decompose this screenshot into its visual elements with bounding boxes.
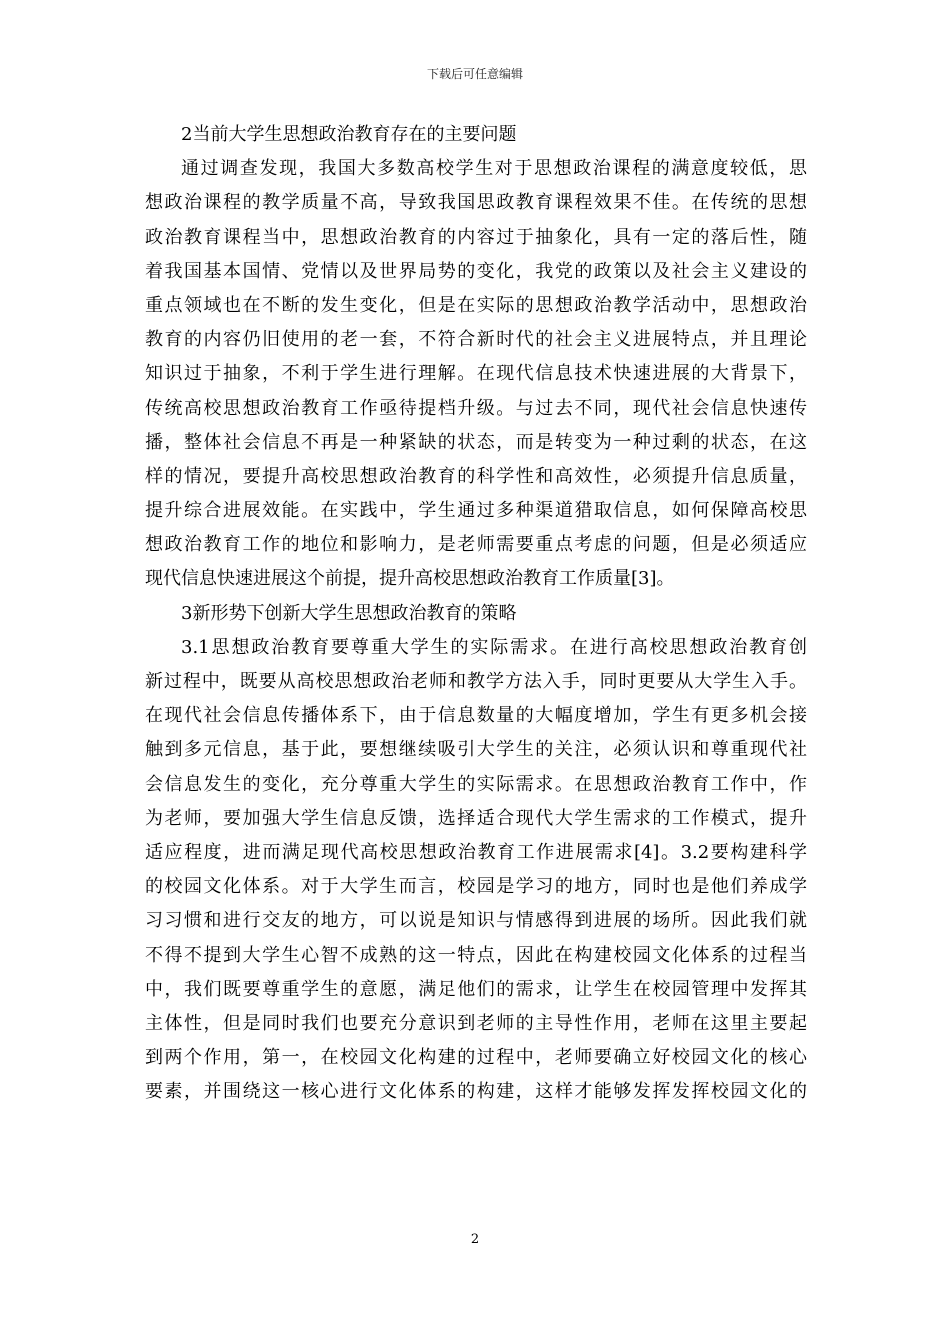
section-2-heading: 2当前大学生思想政治教育存在的主要问题 bbox=[181, 124, 517, 145]
section-3-paragraph bbox=[145, 631, 807, 1110]
paragraph-line: 在现代社会信息传播体系下，由于信息数量的大幅度增加，学生有更多机会接 bbox=[145, 705, 807, 727]
paragraph-line: 想政治教育工作的地位和影响力，是老师需要重点考虑的问题，但是必须适应 bbox=[145, 534, 807, 556]
paragraph-line: 会信息发生的变化，充分尊重大学生的实际需求。在思想政治教育工作中，作 bbox=[145, 773, 807, 795]
paragraph-line: 习习惯和进行交友的地方，可以说是知识与情感得到进展的场所。因此我们就 bbox=[145, 910, 807, 932]
paragraph-line: 想政治课程的教学质量不高，导致我国思政教育课程效果不佳。在传统的思想 bbox=[145, 192, 807, 214]
paragraph-line: 要素，并围绕这一核心进行文化体系的构建，这样才能够发挥发挥校园文化的 bbox=[145, 1081, 807, 1103]
paragraph-line: 政治教育课程当中，思想政治教育的内容过于抽象化，具有一定的落后性，随 bbox=[145, 226, 807, 248]
paragraph-line: 中，我们既要尊重学生的意愿，满足他们的需求，让学生在校园管理中发挥其 bbox=[145, 978, 807, 1000]
paragraph-line: 样的情况，要提升高校思想政治教育的科学性和高效性，必须提升信息质量， bbox=[145, 465, 807, 487]
paragraph-line: 3.1思想政治教育要尊重大学生的实际需求。在进行高校思想政治教育创 bbox=[181, 636, 807, 658]
paragraph-line: 教育的内容仍旧使用的老一套，不符合新时代的社会主义进展特点，并且理论 bbox=[145, 329, 807, 351]
page-number: 2 bbox=[470, 1232, 480, 1247]
paragraph-line: 重点领域也在不断的发生变化，但是在实际的思想政治教学活动中，思想政治 bbox=[145, 294, 807, 316]
paragraph-line: 知识过于抽象，不利于学生进行理解。在现代信息技术快速进展的大背景下， bbox=[145, 363, 807, 385]
paragraph-line: 不得不提到大学生心智不成熟的这一特点，因此在构建校园文化体系的过程当 bbox=[145, 944, 807, 966]
page-header: 下载后可任意编辑 bbox=[426, 67, 523, 81]
paragraph-line: 提升综合进展效能。在实践中，学生通过多种渠道猎取信息，如何保障高校思 bbox=[145, 500, 807, 522]
section-3-heading: 3新形势下创新大学生思想政治教育的策略 bbox=[181, 602, 517, 624]
paragraph-line: 新过程中，既要从高校思想政治老师和教学方法入手，同时更要从大学生入手。 bbox=[145, 671, 807, 692]
paragraph-line: 的校园文化体系。对于大学生而言，校园是学习的地方，同时也是他们养成学 bbox=[145, 876, 807, 898]
paragraph-line: 着我国基本国情、党情以及世界局势的变化，我党的政策以及社会主义建设的 bbox=[145, 260, 807, 282]
paragraph-line: 触到多元信息，基于此，要想继续吸引大学生的关注，必须认识和尊重现代社 bbox=[145, 739, 807, 761]
paragraph-line: 主体性，但是同时我们也要充分意识到老师的主导性作用，老师在这里主要起 bbox=[145, 1012, 807, 1034]
paragraph-line: 为老师，要加强大学生信息反馈，选择适合现代大学生需求的工作模式，提升 bbox=[145, 807, 807, 829]
paragraph-line: 通过调查发现，我国大多数高校学生对于思想政治课程的满意度较低，思 bbox=[181, 158, 807, 180]
document-body bbox=[145, 118, 807, 1109]
section-2-paragraph bbox=[145, 152, 807, 596]
paragraph-line: 传统高校思想政治教育工作亟待提档升级。与过去不同，现代社会信息快速传 bbox=[145, 397, 807, 419]
paragraph-line: 到两个作用，第一，在校园文化构建的过程中，老师要确立好校园文化的核心 bbox=[145, 1047, 807, 1069]
paragraph-line: 播，整体社会信息不再是一种紧缺的状态，而是转变为一种过剩的状态，在这 bbox=[145, 431, 807, 453]
paragraph-line: 适应程度，进而满足现代高校思想政治教育工作进展需求[4]。3.2要构建科学 bbox=[145, 841, 807, 863]
paragraph-line: 现代信息快速进展这个前提，提升高校思想政治教育工作质量[3]。 bbox=[145, 568, 675, 590]
